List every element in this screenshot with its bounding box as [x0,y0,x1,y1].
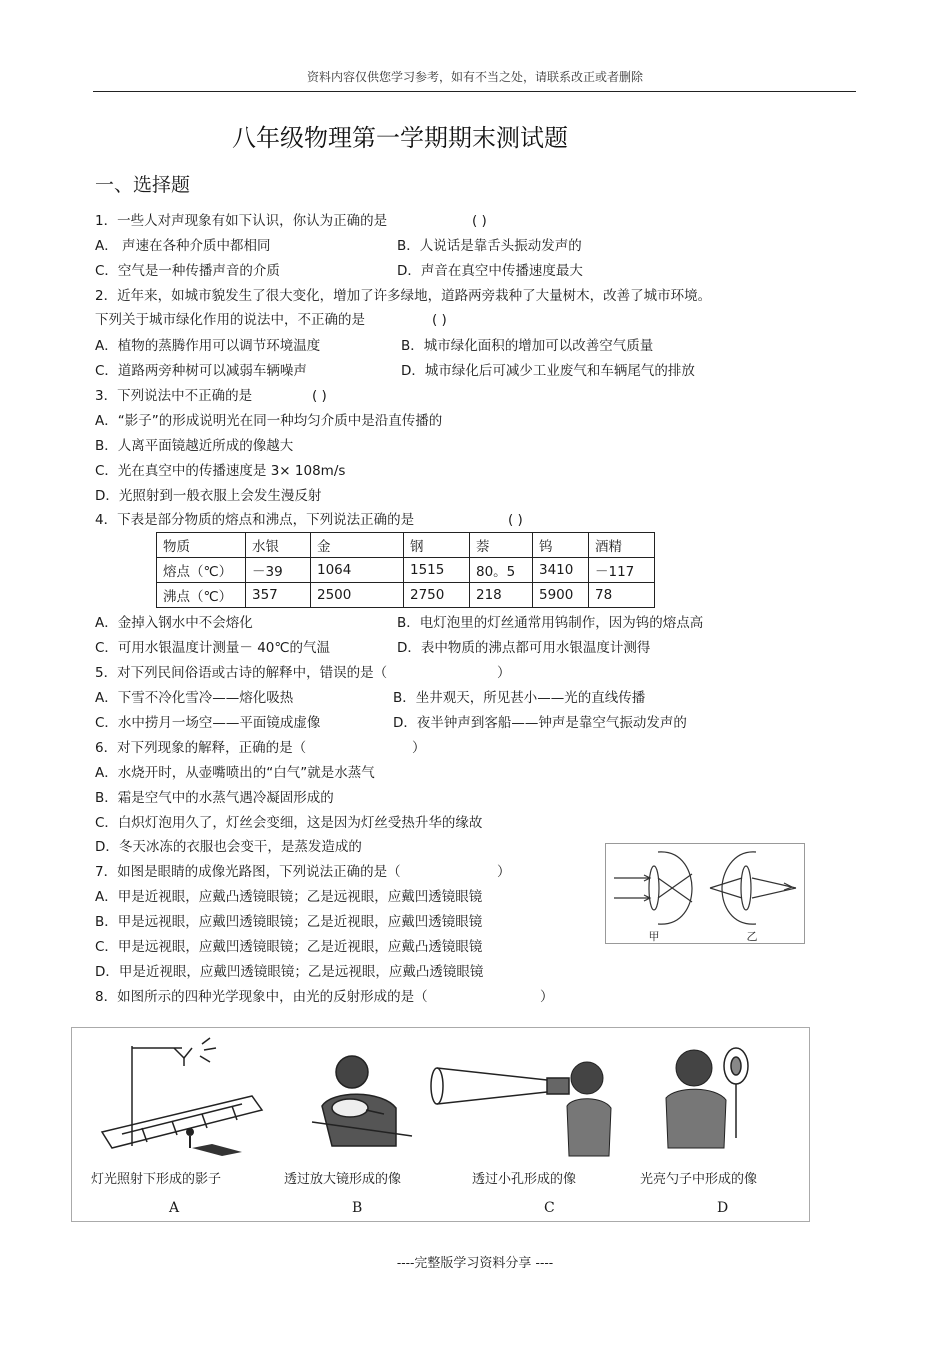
table-cell: 78 [589,583,655,608]
q8-answer-paren: ） [540,989,554,1005]
q8-stem: 8．如图所示的四种光学现象中，由光的反射形成的是（ [95,989,428,1005]
q6-answer-paren: ） [412,740,426,756]
q2-answer-paren: ( ) [432,312,447,328]
q2-option-b: B．城市绿化面积的增加可以改善空气质量 [401,338,654,354]
q1-option-a: A． 声速在各种介质中都相同 [95,238,271,254]
q5-answer-paren: ） [497,665,511,681]
scene-a-caption: 灯光照射下形成的影子 [91,1172,222,1187]
q6-option-d: D．冬天冰冻的衣服也会变干，是蒸发造成的 [95,839,362,855]
scene-d-letter: D [717,1200,729,1216]
table-cell: －117 [589,558,655,583]
table-cell: 1064 [311,558,404,583]
q4-answer-paren: ( ) [508,512,523,528]
table-row [157,533,655,558]
q6-option-b: B．霜是空气中的水蒸气遇冷凝固形成的 [95,790,334,806]
q6-option-c: C．白炽灯泡用久了，灯丝会变细，这是因为灯丝受热升华的缘故 [95,815,483,831]
q7-option-a: A．甲是近视眼，应戴凸透镜眼镜；乙是远视眼，应戴凹透镜眼镜 [95,889,483,905]
table-cell: 2500 [311,583,404,608]
q1-option-b: B．人说话是靠舌头振动发声的 [397,238,582,254]
scene-b-illustration [292,1036,432,1164]
lens-jia [649,866,659,910]
scene-d-caption: 光亮勺子中形成的像 [640,1172,758,1187]
table-cell: 2750 [404,583,470,608]
table-cell: 萘 [470,533,533,558]
q7-option-d: D．甲是近视眼，应戴凹透镜眼镜；乙是远视眼，应戴凸透镜眼镜 [95,964,484,980]
q3-option-b: B．人离平面镜越近所成的像越大 [95,438,294,454]
q6-stem: 6．对下列现象的解释，正确的是（ [95,740,307,756]
q5-option-b: B．坐井观天，所见甚小——光的直线传播 [393,690,646,706]
eye-diagram-svg [606,844,804,943]
section-title: 一、选择题 [95,174,191,196]
eye-label-jia: 甲 [648,930,660,943]
footer-note: ----完整版学习资料分享 ---- [396,1256,554,1271]
scene-b-letter: B [352,1200,363,1216]
optics-scenes-figure [71,1027,810,1222]
table-row [157,583,655,608]
header-note: 资料内容仅供您学习参考，如有不当之处，请联系改正或者删除 [306,70,643,84]
q5-stem: 5．对下列民间俗语或古诗的解释中，错误的是（ [95,665,388,681]
table-cell: －39 [246,558,311,583]
table-cell: 1515 [404,558,470,583]
scene-c-letter: C [544,1200,555,1216]
q3-option-c: C．光在真空中的传播速度是 3× 108m/s [95,463,346,479]
scene-a-illustration [92,1036,272,1164]
melting-boiling-table [156,532,655,608]
q2-stem-line2: 下列关于城市绿化作用的说法中，不正确的是 [95,312,365,328]
q3-option-d: D．光照射到一般衣服上会发生漫反射 [95,488,322,504]
q5-option-a: A．下雪不冷化雪冷——熔化吸热 [95,690,294,706]
q2-option-c: C．道路两旁种树可以减弱车辆噪声 [95,363,307,379]
table-cell: 物质 [157,533,246,558]
table-cell: 沸点（℃） [157,583,246,608]
table-cell: 3410 [533,558,589,583]
scene-c-illustration [427,1036,627,1164]
q3-answer-paren: ( ) [312,388,327,404]
table-cell: 酒精 [589,533,655,558]
q1-option-d: D．声音在真空中传播速度最大 [397,263,583,279]
q2-option-a: A．植物的蒸腾作用可以调节环境温度 [95,338,321,354]
table-cell: 熔点（℃） [157,558,246,583]
q7-answer-paren: ） [497,864,511,880]
scene-c-caption: 透过小孔形成的像 [472,1172,577,1187]
page-title: 八年级物理第一学期期末测试题 [232,124,568,152]
q1-answer-paren: ( ) [472,213,487,229]
table-cell: 80。5 [470,558,533,583]
eye-diagram [605,843,805,944]
table-cell: 5900 [533,583,589,608]
table-cell: 钨 [533,533,589,558]
eye-label-yi: 乙 [746,930,758,943]
q3-option-a: A．“影子”的形成说明光在同一种均匀介质中是沿直传播的 [95,413,443,429]
table-row [157,558,655,583]
q7-option-c: C．甲是远视眼，应戴凹透镜眼镜；乙是近视眼，应戴凸透镜眼镜 [95,939,483,955]
q1-option-c: C．空气是一种传播声音的介质 [95,263,280,279]
q4-option-b: B．电灯泡里的灯丝通常用钨制作，因为钨的熔点高 [397,615,704,631]
q7-stem: 7．如图是眼睛的成像光路图，下列说法正确的是（ [95,864,401,880]
q2-stem-line1: 2．近年来，如城市貌发生了很大变化，增加了许多绿地，道路两旁栽种了大量树木，改善了城市环境。 [95,288,712,304]
table-cell: 218 [470,583,533,608]
table-cell: 钢 [404,533,470,558]
scene-a-letter: A [169,1200,180,1216]
q6-option-a: A．水烧开时，从壶嘴喷出的“白气”就是水蒸气 [95,765,375,781]
eye-outline-jia [658,852,692,924]
table-cell: 金 [311,533,404,558]
scene-b-caption: 透过放大镜形成的像 [284,1172,402,1187]
q3-stem: 3．下列说法中不正确的是 [95,388,253,404]
table-cell: 357 [246,583,311,608]
q4-option-a: A．金掉入钢水中不会熔化 [95,615,253,631]
q4-option-d: D．表中物质的沸点都可用水银温度计测得 [397,640,651,656]
q2-option-d: D．城市绿化后可减少工业废气和车辆尾气的排放 [401,363,695,379]
q4-stem: 4．下表是部分物质的熔点和沸点，下列说法正确的是 [95,512,415,528]
q1-stem: 1．一些人对声现象有如下认识，你认为正确的是 [95,213,388,229]
q7-option-b: B．甲是远视眼，应戴凹透镜眼镜；乙是近视眼，应戴凹透镜眼镜 [95,914,483,930]
q5-option-d: D．夜半钟声到客船——钟声是靠空气振动发声的 [393,715,687,731]
lens-yi [741,866,751,910]
header-rule [93,91,856,92]
table-cell: 水银 [246,533,311,558]
q4-option-c: C．可用水银温度计测量－ 40℃的气温 [95,640,331,656]
scene-d-illustration [632,1036,792,1164]
q5-option-c: C．水中捞月一场空——平面镜成虚像 [95,715,321,731]
